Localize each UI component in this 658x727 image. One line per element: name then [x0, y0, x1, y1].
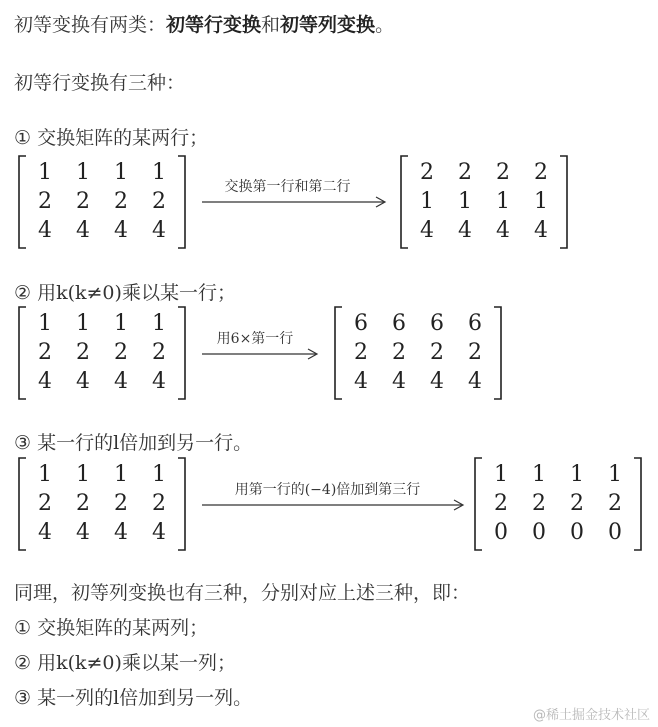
col-op2-post: 乘以某一列；: [121, 652, 236, 674]
op3-label-pre: ③ 某一行的: [14, 432, 114, 454]
op1-left-matrix: [18, 155, 186, 249]
op3-label-post: 倍加到另一行。: [119, 432, 253, 454]
intro-text: 初等变换有两类：: [14, 14, 167, 36]
matrix-cell: 2: [152, 189, 166, 214]
matrix-cell: 0: [532, 519, 546, 545]
matrix-cell: 4: [152, 519, 166, 545]
op2-right-matrix: [334, 306, 502, 400]
matrix-cell: 1: [534, 189, 548, 214]
matrix-cell: 1: [76, 311, 90, 337]
matrix-cell: 4: [152, 217, 166, 243]
row-ops-title: 初等行变换有三种：: [14, 72, 186, 94]
matrix-cell: 2: [152, 340, 166, 365]
op1-right-matrix: [400, 155, 568, 249]
matrix-cell: 4: [114, 217, 128, 243]
op1-label: ① 交换矩阵的某两行；: [14, 127, 209, 149]
op3-arrow: [200, 473, 468, 513]
matrix-cell: 4: [114, 368, 128, 394]
matrix-cell: 1: [458, 189, 472, 214]
matrix-cell: 0: [608, 519, 622, 545]
op1-arrow: [200, 170, 390, 210]
matrix-cell: 4: [76, 368, 90, 394]
matrix-cell: 2: [354, 340, 368, 365]
matrix-cell: 2: [458, 160, 472, 186]
op3-label-math: l: [113, 432, 120, 454]
arrow-icon: [200, 170, 390, 210]
col-op3-math: l: [113, 687, 120, 709]
intro-suffix: 。: [375, 14, 395, 36]
right-bracket: [634, 458, 641, 550]
op2-label-pre: ② 用: [14, 282, 57, 304]
matrix-cell: 2: [38, 491, 52, 516]
matrix-cell: 2: [38, 340, 52, 365]
matrix-cell: 2: [392, 340, 406, 365]
op2-label: [14, 280, 236, 306]
col-transform-term: 初等列变换: [280, 14, 376, 36]
op2-label-post: 乘以某一行；: [121, 282, 236, 304]
matrix-cell: 4: [76, 217, 90, 243]
op3-label: [14, 430, 252, 456]
matrix-cell: 1: [532, 462, 546, 488]
matrix-cell: 0: [494, 519, 508, 545]
matrix-cell: 1: [570, 462, 584, 488]
matrix-cell: 1: [38, 160, 52, 186]
matrix-cell: 4: [430, 368, 444, 394]
matrix-cell: 2: [76, 340, 90, 365]
matrix-cell: 2: [114, 340, 128, 365]
matrix-cell: 4: [38, 368, 52, 394]
op2-label-math: k(k≠0): [56, 282, 122, 304]
right-bracket: [178, 307, 185, 399]
matrix-cell: 4: [152, 368, 166, 394]
col-op3-pre: ③ 某一列的: [14, 687, 114, 709]
matrix-cell: 2: [76, 491, 90, 516]
col-op2: [14, 650, 236, 676]
col-op3: [14, 685, 252, 711]
right-bracket: [560, 156, 567, 248]
matrix-cell: 2: [76, 189, 90, 214]
matrix-cell: 2: [532, 491, 546, 516]
matrix-cell: 2: [114, 189, 128, 214]
op3-left-matrix: [18, 457, 186, 551]
matrix-cell: 1: [76, 462, 90, 488]
matrix-cell: 2: [494, 491, 508, 516]
watermark: @稀土掘金技术社区: [532, 708, 650, 723]
matrix-cell: 4: [534, 217, 548, 243]
matrix-cell: 2: [430, 340, 444, 365]
arrow-icon: [200, 322, 322, 362]
matrix-cell: 4: [114, 519, 128, 545]
col-op2-math: k(k≠0): [56, 652, 122, 674]
matrix-cell: 1: [76, 160, 90, 186]
matrix-cell: 4: [38, 519, 52, 545]
matrix-cell: 2: [114, 491, 128, 516]
right-bracket: [178, 458, 185, 550]
matrix-cell: 1: [420, 189, 434, 214]
arrow-icon: [200, 473, 468, 513]
matrix-cell: 1: [152, 311, 166, 337]
matrix-cell: 4: [76, 519, 90, 545]
matrix-cell: 1: [114, 160, 128, 186]
matrix-cell: 2: [420, 160, 434, 186]
matrix-cell: 1: [608, 462, 622, 488]
matrix-cell: 6: [468, 311, 482, 337]
matrix-cell: 6: [392, 311, 406, 337]
matrix-cell: 1: [114, 311, 128, 337]
matrix-cell: 0: [570, 519, 584, 545]
intro-conj: 和: [261, 14, 281, 36]
matrix-cell: 4: [458, 217, 472, 243]
matrix-cell: 2: [152, 491, 166, 516]
matrix-cell: 2: [496, 160, 510, 186]
matrix-cell: 1: [152, 160, 166, 186]
matrix-cell: 4: [392, 368, 406, 394]
intro-line: [14, 12, 394, 38]
matrix-cell: 4: [468, 368, 482, 394]
matrix-cell: 1: [496, 189, 510, 214]
matrix-cell: 1: [38, 462, 52, 488]
matrix-cell: 4: [354, 368, 368, 394]
matrix-cell: 2: [570, 491, 584, 516]
matrix-cell: 4: [496, 217, 510, 243]
right-bracket: [494, 307, 501, 399]
matrix-cell: 2: [38, 189, 52, 214]
op1-arrow-label: 交换第一行和第二行: [224, 179, 351, 195]
matrix-cell: 1: [152, 462, 166, 488]
col-op1: ① 交换矩阵的某两列；: [14, 617, 209, 639]
right-bracket: [178, 156, 185, 248]
op2-arrow-label: 用6×第一行: [216, 331, 294, 347]
matrix-cell: 1: [114, 462, 128, 488]
col-op2-pre: ② 用: [14, 652, 57, 674]
matrix-cell: 1: [494, 462, 508, 488]
op2-left-matrix: [18, 306, 186, 400]
matrix-cell: 2: [534, 160, 548, 186]
op2-arrow: [200, 322, 322, 362]
matrix-cell: 6: [430, 311, 444, 337]
op3-right-matrix: [474, 457, 642, 551]
matrix-cell: 1: [38, 311, 52, 337]
op3-arrow-label: 用第一行的(−4)倍加到第三行: [234, 482, 421, 498]
matrix-cell: 2: [608, 491, 622, 516]
row-transform-term: 初等行变换: [166, 14, 262, 36]
col-op3-post: 倍加到另一列。: [119, 687, 253, 709]
matrix-cell: 2: [468, 340, 482, 365]
matrix-cell: 6: [354, 311, 368, 337]
matrix-cell: 4: [420, 217, 434, 243]
col-summary: 同理，初等列变换也有三种，分别对应上述三种，即：: [14, 582, 471, 604]
matrix-cell: 4: [38, 217, 52, 243]
